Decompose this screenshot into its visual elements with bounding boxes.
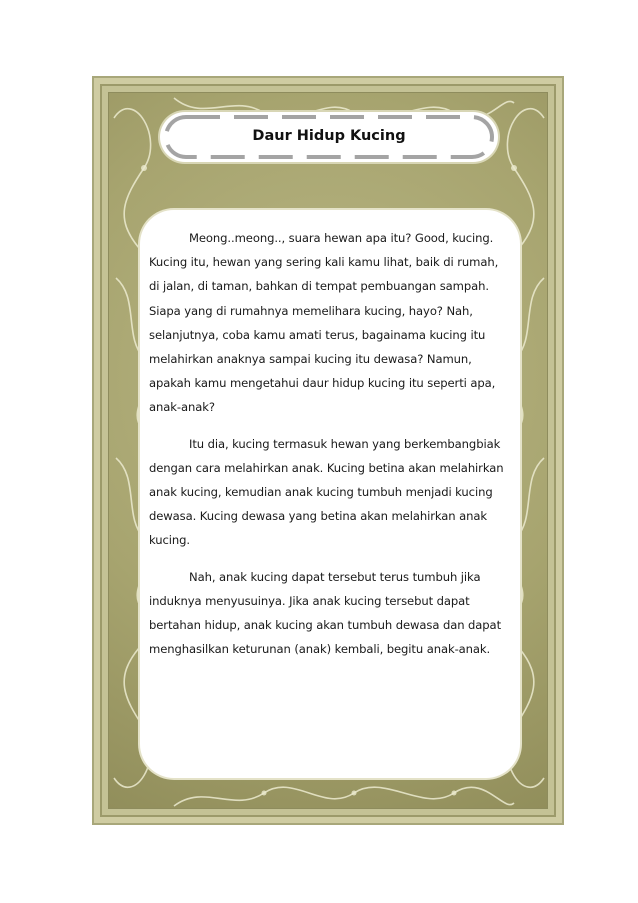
story-text [149, 226, 511, 673]
paragraph-2: Itu dia, kucing termasuk hewan yang berkembangbiak dengan cara melahirkan anak. Kucing betina akan melahirkan anak kucing, kemudian anak kucing tumbuh menjadi kucing dewasa. Kucing dewasa yang betina akan melahirkan anak kucing. [149, 436, 504, 548]
paragraph-1: Meong..meong.., suara hewan apa itu? Good, kucing. Kucing itu, hewan yang sering kali kamu lihat, baik di rumah, di jalan, di taman, bahkan di tempat pembuangan sampah. Siapa yang di rumahnya memelihara kucing, hayo? Nah, selanjutnya, coba kamu amati terus, bagainama kucing itu melahirkan anaknya sampai kucing itu dewasa? Namun, apakah kamu mengetahui daur hidup kucing itu seperti apa, anak-anak? [149, 231, 499, 415]
paragraph-3: Nah, anak kucing dapat tersebut terus tumbuh jika induknya menyusuinya. Jika anak kucing tersebut dapat bertahan hidup, anak kucing akan tumbuh dewasa dan dapat menghasilkan keturunan (anak) kembali, begitu anak-anak. [149, 569, 502, 657]
page-title: Daur Hidup Kucing [252, 128, 406, 144]
